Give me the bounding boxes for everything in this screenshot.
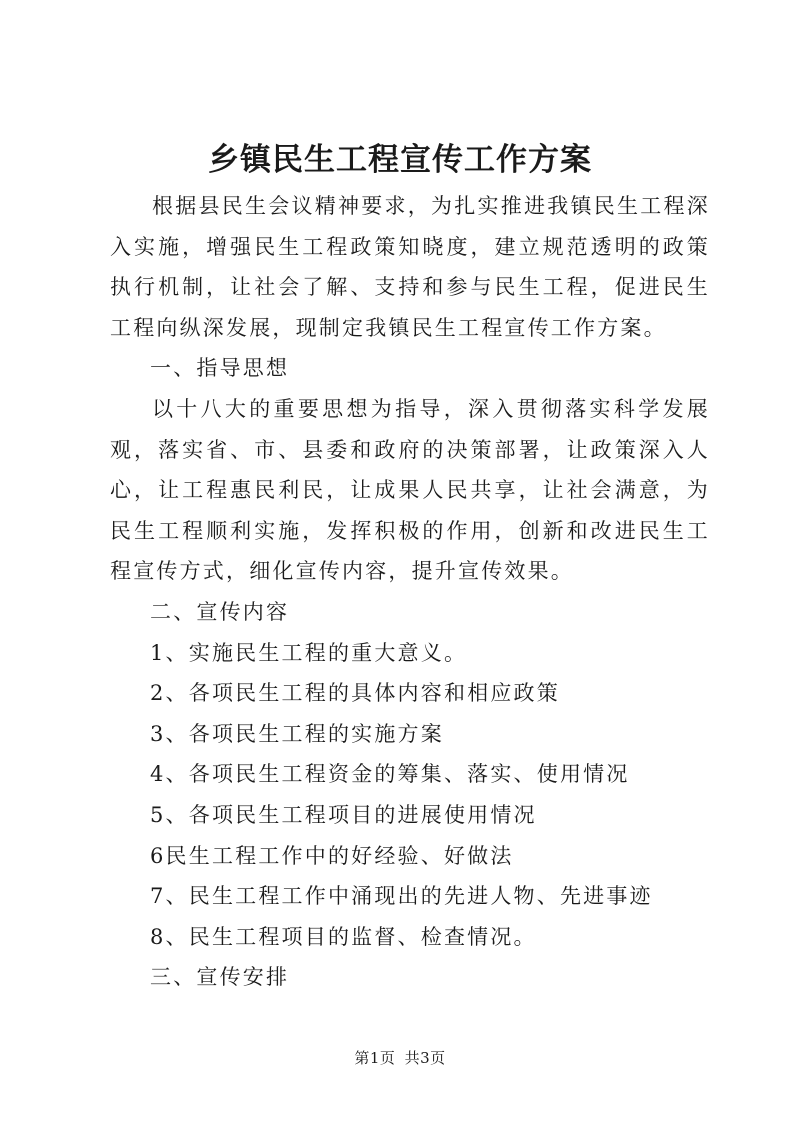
list-item: 8、民生工程项目的监督、检查情况。 [150,924,537,949]
section-heading-guiding-ideology: 一、指导思想 [150,356,290,381]
list-item: 6民生工程工作中的好经验、好做法 [150,843,514,868]
page-footer [0,1048,800,1068]
page-total: 共3页 [404,1049,446,1067]
section-heading-publicity-content: 二、宣传内容 [150,599,290,624]
guiding-ideology-paragraph: 以十八大的重要思想为指导，深入贯彻落实科学发展观，落实省、市、县委和政府的决策部署，让政策深入人心，让工程惠民利民，让成果人民共享，让社会满意，为民生工程顺利实施，发挥积极的作用，创新和改进民生工程宣传方式，细化宣传内容，提升宣传效果。 [110,396,710,584]
list-item: 1、实施民生工程的重大意义。 [150,640,468,665]
page-number: 第1页 [354,1049,396,1067]
list-item: 3、各项民生工程的实施方案 [150,721,444,746]
list-item: 2、各项民生工程的具体内容和相应政策 [150,681,560,706]
document-body [110,186,710,998]
section-heading-publicity-arrangement: 三、宣传安排 [150,965,290,990]
intro-paragraph: 根据县民生会议精神要求，为扎实推进我镇民生工程深入实施，增强民生工程政策知晓度，建立规范透明的政策执行机制，让社会了解、支持和参与民生工程，促进民生工程向纵深发展，现制定我镇民生工程宣传工作方案。 [110,194,710,340]
list-item: 5、各项民生工程项目的进展使用情况 [150,802,537,827]
page-title: 乡镇民生工程宣传工作方案 [208,142,592,178]
list-item: 4、各项民生工程资金的筹集、落实、使用情况 [150,762,630,787]
list-item: 7、民生工程工作中涌现出的先进人物、先进事迹 [150,884,653,909]
